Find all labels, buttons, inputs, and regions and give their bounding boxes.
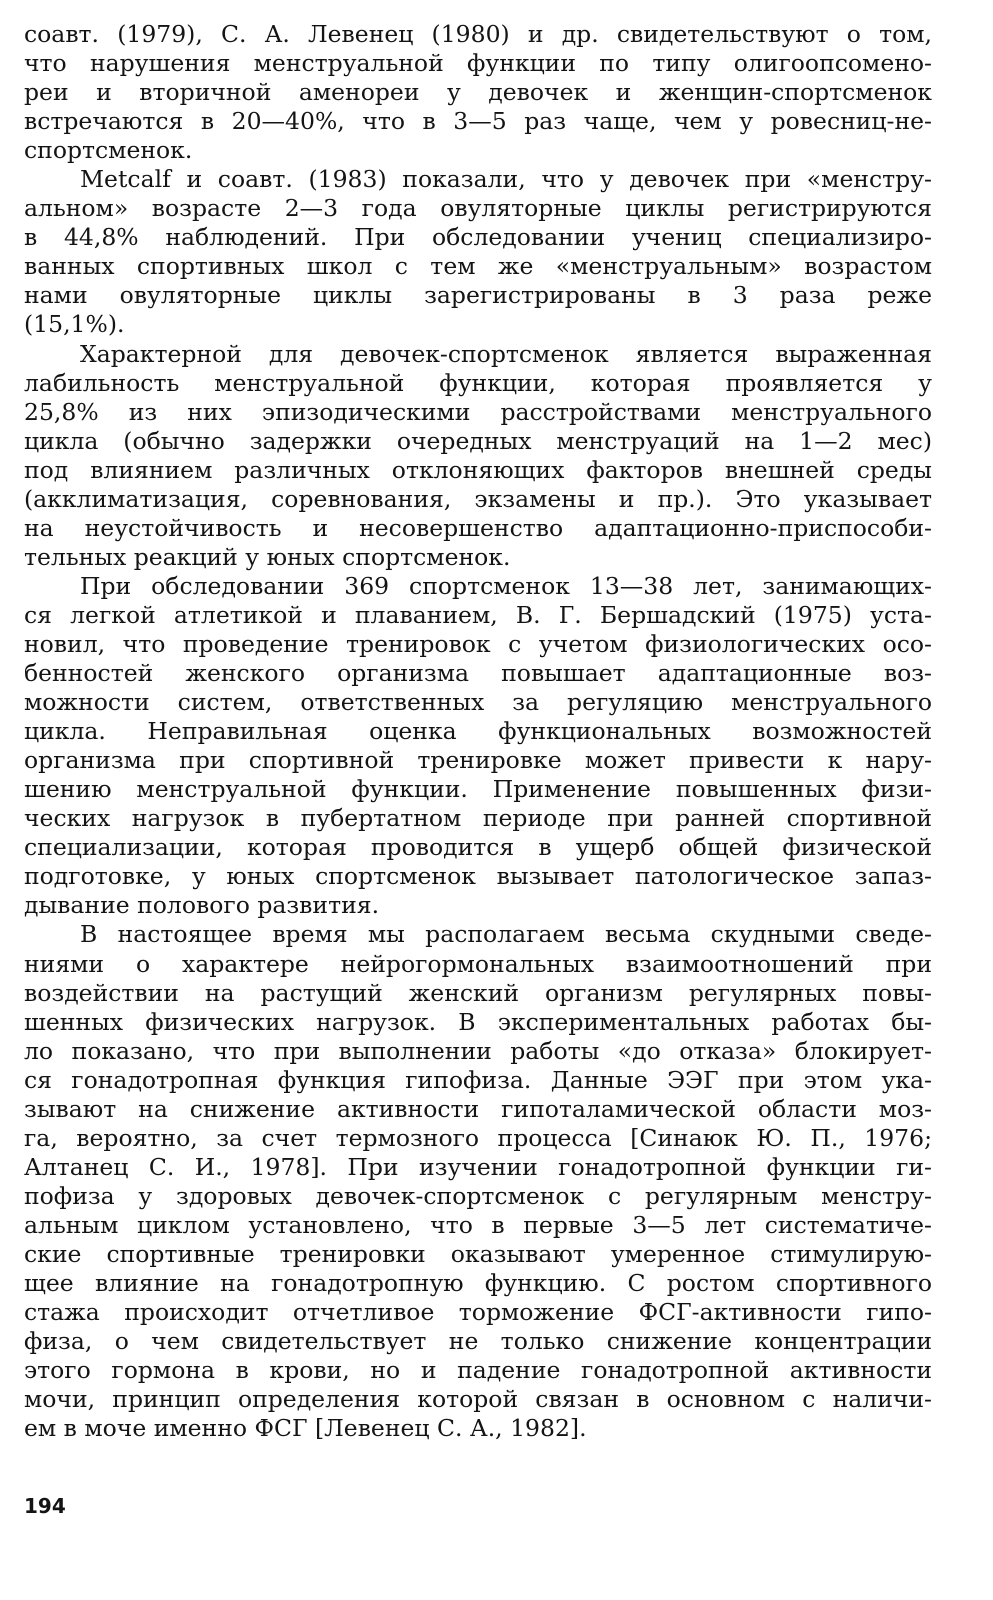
text-line: нами овуляторные циклы зарегистрированы в 3 раза реже — [24, 281, 932, 310]
paragraph — [24, 20, 932, 165]
text-line: ся легкой атлетикой и плаванием, В. Г. Бершадский (1975) уста- — [24, 600, 932, 629]
text-line: цикла (обычно задержки очередных менструаций на 1—2 мес) — [24, 426, 932, 455]
text-line: При обследовании 369 спортсменок 13—38 лет, занимающих- — [80, 571, 932, 600]
text-line: новил, что проведение тренировок с учетом физиологических осо- — [24, 629, 932, 658]
text-line: на неустойчивость и несовершенство адаптационно-приспособи- — [24, 513, 932, 542]
text-line: лабильность менструальной функции, которая проявляется у — [24, 368, 932, 397]
text-line: цикла. Неправильная оценка функциональных возможностей — [24, 717, 932, 746]
text-line: альным циклом установлено, что в первые 3—5 лет систематиче- — [24, 1210, 932, 1239]
page-number: 194 — [24, 1494, 66, 1518]
text-line: ниями о характере нейрогормональных взаимоотношений при — [24, 949, 932, 978]
text-line: тельных реакций у юных спортсменок. — [24, 542, 511, 571]
text-line: дывание полового развития. — [24, 891, 380, 920]
paragraph — [24, 165, 932, 339]
text-line: мочи, принцип определения которой связан в основном с наличи- — [24, 1385, 932, 1414]
paragraph — [24, 340, 932, 572]
text-line: ся гонадотропная функция гипофиза. Данные ЭЭГ при этом ука- — [24, 1065, 932, 1094]
text-line: Metcalf и соавт. (1983) показали, что у девочек при «менстру- — [80, 165, 932, 194]
text-line: ские спортивные тренировки оказывают умеренное стимулирую- — [24, 1239, 932, 1268]
text-line: реи и вторичной аменореи у девочек и женщин-спортсменок — [24, 78, 932, 107]
text-line: можности систем, ответственных за регуляцию менструального — [24, 688, 932, 717]
text-line: В настоящее время мы располагаем весьма скудными сведе- — [80, 920, 932, 949]
text-line: специализации, которая проводится в ущерб общей физической — [24, 833, 932, 862]
text-line: га, вероятно, за счет термозного процесса [Синаюк Ю. П., 1976; — [24, 1123, 932, 1152]
text-line: (15,1%). — [24, 310, 125, 339]
text-line: Характерной для девочек-спортсменок является выраженная — [80, 339, 932, 368]
paragraph — [24, 920, 932, 1443]
text-line: шению менструальной функции. Применение повышенных физи- — [24, 775, 932, 804]
text-line: 25,8% из них эпизодическими расстройствами менструального — [24, 397, 932, 426]
text-line: соавт. (1979), С. А. Левенец (1980) и др. свидетельствуют о том, — [24, 20, 932, 48]
text-line: зывают на снижение активности гипоталамической области моз- — [24, 1094, 932, 1123]
text-line: встречаются в 20—40%, что в 3—5 раз чаще, чем у ровесниц-не- — [24, 107, 932, 136]
text-line: в 44,8% наблюдений. При обследовании учениц специализиро- — [24, 223, 932, 252]
text-line: что нарушения менструальной функции по типу олигоопсомено- — [24, 49, 932, 78]
text-line: шенных физических нагрузок. В экспериментальных работах бы- — [24, 1007, 932, 1036]
text-line: пофиза у здоровых девочек-спортсменок с регулярным менстру- — [24, 1181, 932, 1210]
body-text — [24, 20, 932, 1443]
text-line: воздействии на растущий женский организм регулярных повы- — [24, 978, 932, 1007]
text-line: бенностей женского организма повышает адаптационные воз- — [24, 659, 932, 688]
text-line: стажа происходит отчетливое торможение ФСГ-активности гипо- — [24, 1298, 932, 1327]
text-line: ческих нагрузок в пубертатном периоде при ранней спортивной — [24, 804, 932, 833]
text-line: организма при спортивной тренировке может привести к нару- — [24, 746, 932, 775]
text-line: щее влияние на гонадотропную функцию. С ростом спортивного — [24, 1269, 932, 1298]
text-line: этого гормона в крови, но и падение гонадотропной активности — [24, 1356, 932, 1385]
text-line: ванных спортивных школ с тем же «менструальным» возрастом — [24, 252, 932, 281]
text-line: (акклиматизация, соревнования, экзамены и пр.). Это указывает — [24, 484, 932, 513]
text-line: альном» возрасте 2—3 года овуляторные циклы регистрируются — [24, 194, 932, 223]
text-line: ло показано, что при выполнении работы «до отказа» блокирует- — [24, 1036, 932, 1065]
text-line: под влиянием различных отклоняющих факторов внешней среды — [24, 455, 932, 484]
paragraph — [24, 572, 932, 921]
text-line: ем в моче именно ФСГ [Левенец С. А., 1982]. — [24, 1414, 587, 1443]
text-line: спортсменок. — [24, 136, 193, 165]
text-line: Алтанец С. И., 1978]. При изучении гонадотропной функции ги- — [24, 1152, 932, 1181]
text-line: физа, о чем свидетельствует не только снижение концентрации — [24, 1327, 932, 1356]
text-line: подготовке, у юных спортсменок вызывает патологическое запаз- — [24, 862, 932, 891]
